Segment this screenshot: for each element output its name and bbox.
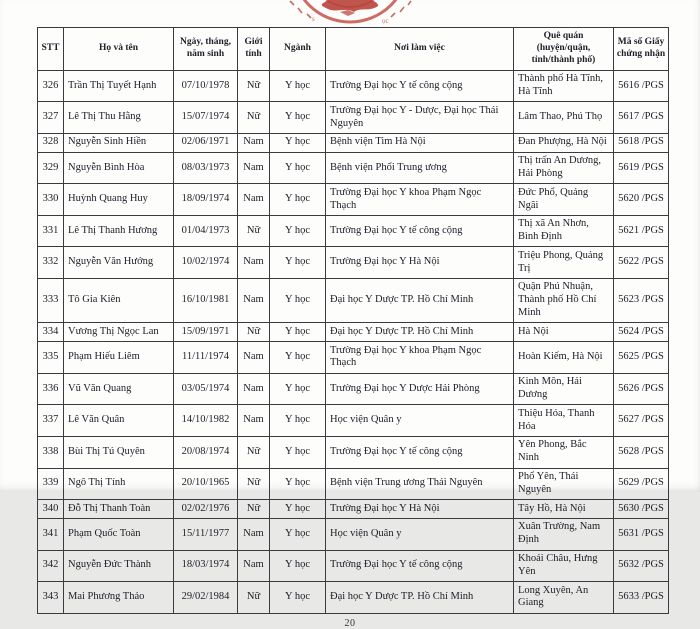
cell-workplace: Trường Đại học Y khoa Phạm Ngọc Thạch [326, 184, 514, 216]
cell-hometown: Hoàn Kiếm, Hà Nội [514, 342, 614, 374]
cell-name: Nguyễn Bình Hòa [64, 152, 174, 184]
col-header-hometown: Quê quán (huyện/quận, tỉnh/thành phố) [514, 28, 614, 71]
cell-workplace: Trường Đại học Y khoa Phạm Ngọc Thạch [326, 342, 514, 374]
cell-gender: Nữ [238, 582, 270, 614]
cell-gender: Nam [238, 518, 270, 550]
cell-field: Y học [270, 518, 326, 550]
cell-stt: 343 [38, 582, 64, 614]
cell-gender: Nữ [238, 215, 270, 247]
cell-field: Y học [270, 582, 326, 614]
cell-hometown: Yên Phong, Bắc Ninh [514, 436, 614, 468]
table-header-row [38, 28, 669, 71]
cell-certificate: 5622 /PGS [614, 247, 669, 279]
official-red-seal-icon [282, 0, 418, 26]
cell-workplace: Đại học Y Dược TP. Hồ Chí Minh [326, 278, 514, 322]
cell-gender: Nam [238, 405, 270, 437]
cell-certificate: 5621 /PGS [614, 215, 669, 247]
cell-stt: 342 [38, 550, 64, 582]
table-row [38, 550, 669, 582]
cell-dob: 03/05/1974 [174, 373, 238, 405]
cell-name: Đỗ Thị Thanh Toàn [64, 500, 174, 519]
table-row [38, 152, 669, 184]
cell-workplace: Bệnh viện Trung ương Thái Nguyên [326, 468, 514, 500]
cell-dob: 02/02/1976 [174, 500, 238, 519]
cell-workplace: Bệnh viện Phổi Trung ương [326, 152, 514, 184]
cell-stt: 337 [38, 405, 64, 437]
cell-stt: 336 [38, 373, 64, 405]
cell-stt: 326 [38, 70, 64, 102]
cell-certificate: 5631 /PGS [614, 518, 669, 550]
cell-field: Y học [270, 70, 326, 102]
cell-certificate: 5624 /PGS [614, 323, 669, 342]
cell-stt: 335 [38, 342, 64, 374]
cell-field: Y học [270, 405, 326, 437]
cell-hometown: Xuân Trường, Nam Định [514, 518, 614, 550]
cell-certificate: 5623 /PGS [614, 278, 669, 322]
cell-hometown: Thiệu Hóa, Thanh Hóa [514, 405, 614, 437]
cell-field: Y học [270, 278, 326, 322]
svg-text:s: s [312, 15, 315, 23]
cell-dob: 29/02/1984 [174, 582, 238, 614]
cell-certificate: 5627 /PGS [614, 405, 669, 437]
cell-certificate: 5616 /PGS [614, 70, 669, 102]
table-row [38, 247, 669, 279]
table-row [38, 278, 669, 322]
cell-hometown: Lâm Thao, Phú Thọ [514, 102, 614, 134]
cell-field: Y học [270, 436, 326, 468]
cell-dob: 01/04/1973 [174, 215, 238, 247]
cell-dob: 20/08/1974 [174, 436, 238, 468]
cell-gender: Nam [238, 373, 270, 405]
cell-stt: 330 [38, 184, 64, 216]
cell-workplace: Trường Đại học Y Hà Nội [326, 247, 514, 279]
cell-gender: Nam [238, 342, 270, 374]
cell-gender: Nam [238, 184, 270, 216]
col-header-dob: Ngày, tháng, năm sinh [174, 28, 238, 71]
col-header-workplace: Nơi làm việc [326, 28, 514, 71]
cell-workplace: Trường Đại học Y tế công cộng [326, 215, 514, 247]
cell-workplace: Trường Đại học Y tế công cộng [326, 436, 514, 468]
cell-hometown: Phổ Yên, Thái Nguyên [514, 468, 614, 500]
cell-stt: 333 [38, 278, 64, 322]
cell-field: Y học [270, 102, 326, 134]
cell-stt: 331 [38, 215, 64, 247]
cell-dob: 07/10/1978 [174, 70, 238, 102]
cell-name: Nguyễn Đức Thành [64, 550, 174, 582]
cell-workplace: Trường Đại học Y tế công cộng [326, 550, 514, 582]
cell-dob: 02/06/1971 [174, 133, 238, 152]
certificate-table [37, 27, 669, 614]
table-row [38, 133, 669, 152]
cell-field: Y học [270, 323, 326, 342]
cell-certificate: 5632 /PGS [614, 550, 669, 582]
cell-dob: 18/03/1974 [174, 550, 238, 582]
table-row [38, 215, 669, 247]
cell-stt: 334 [38, 323, 64, 342]
cell-name: Lê Văn Quân [64, 405, 174, 437]
cell-workplace: Bệnh viện Tim Hà Nội [326, 133, 514, 152]
cell-field: Y học [270, 152, 326, 184]
cell-field: Y học [270, 133, 326, 152]
cell-workplace: Trường Đại học Y Hà Nội [326, 500, 514, 519]
cell-certificate: 5618 /PGS [614, 133, 669, 152]
table-row [38, 436, 669, 468]
cell-workplace: Trường Đại học Y tế công cộng [326, 70, 514, 102]
table-row [38, 373, 669, 405]
cell-name: Huỳnh Quang Huy [64, 184, 174, 216]
cell-field: Y học [270, 342, 326, 374]
cell-field: Y học [270, 500, 326, 519]
cell-hometown: Thành phố Hà Tĩnh, Hà Tĩnh [514, 70, 614, 102]
cell-hometown: Long Xuyên, An Giang [514, 582, 614, 614]
cell-workplace: Trường Đại học Y Dược Hải Phòng [326, 373, 514, 405]
cell-gender: Nam [238, 152, 270, 184]
cell-certificate: 5628 /PGS [614, 436, 669, 468]
col-header-certificate: Mã số Giấy chứng nhận [614, 28, 669, 71]
svg-text:ọc: ọc [382, 17, 389, 25]
cell-field: Y học [270, 550, 326, 582]
cell-dob: 18/09/1974 [174, 184, 238, 216]
col-header-field: Ngành [270, 28, 326, 71]
cell-stt: 338 [38, 436, 64, 468]
table-row [38, 518, 669, 550]
page-number: 20 [344, 617, 356, 629]
cell-certificate: 5633 /PGS [614, 582, 669, 614]
table-row [38, 342, 669, 374]
cell-name: Tô Gia Kiên [64, 278, 174, 322]
cell-stt: 339 [38, 468, 64, 500]
cell-dob: 11/11/1974 [174, 342, 238, 374]
cell-field: Y học [270, 184, 326, 216]
cell-name: Nguyễn Văn Hướng [64, 247, 174, 279]
cell-name: Vũ Văn Quang [64, 373, 174, 405]
cell-field: Y học [270, 215, 326, 247]
cell-stt: 328 [38, 133, 64, 152]
cell-workplace: Đại học Y Dược TP. Hồ Chí Minh [326, 582, 514, 614]
cell-certificate: 5620 /PGS [614, 184, 669, 216]
cell-gender: Nữ [238, 436, 270, 468]
cell-gender: Nam [238, 550, 270, 582]
cell-gender: Nam [238, 133, 270, 152]
table-row [38, 102, 669, 134]
col-header-stt: STT [38, 28, 64, 71]
cell-name: Bùi Thị Tú Quyên [64, 436, 174, 468]
cell-field: Y học [270, 468, 326, 500]
cell-name: Nguyễn Sinh Hiền [64, 133, 174, 152]
table-row [38, 70, 669, 102]
cell-hometown: Quận Phú Nhuận, Thành phố Hồ Chí Minh [514, 278, 614, 322]
cell-stt: 341 [38, 518, 64, 550]
cell-hometown: Khoái Châu, Hưng Yên [514, 550, 614, 582]
table-row [38, 582, 669, 614]
cell-hometown: Đức Phổ, Quảng Ngãi [514, 184, 614, 216]
cell-hometown: Kinh Môn, Hải Dương [514, 373, 614, 405]
cell-certificate: 5625 /PGS [614, 342, 669, 374]
cell-hometown: Triệu Phong, Quảng Trị [514, 247, 614, 279]
cell-workplace: Học viện Quân y [326, 405, 514, 437]
col-header-name: Họ và tên [64, 28, 174, 71]
cell-dob: 16/10/1981 [174, 278, 238, 322]
table-row [38, 184, 669, 216]
cell-name: Lê Thị Thanh Hương [64, 215, 174, 247]
cell-name: Phạm Quốc Toàn [64, 518, 174, 550]
cell-dob: 20/10/1965 [174, 468, 238, 500]
cell-certificate: 5617 /PGS [614, 102, 669, 134]
cell-stt: 329 [38, 152, 64, 184]
cell-workplace: Trường Đại học Y - Dược, Đại học Thái Nguyên [326, 102, 514, 134]
cell-stt: 327 [38, 102, 64, 134]
cell-certificate: 5619 /PGS [614, 152, 669, 184]
cell-gender: Nữ [238, 468, 270, 500]
cell-gender: Nam [238, 278, 270, 322]
cell-gender: Nữ [238, 70, 270, 102]
cell-name: Mai Phương Thảo [64, 582, 174, 614]
cell-hometown: Hà Nội [514, 323, 614, 342]
table-row [38, 500, 669, 519]
cell-gender: Nữ [238, 102, 270, 134]
cell-dob: 14/10/1982 [174, 405, 238, 437]
table-row [38, 405, 669, 437]
cell-hometown: Thị trấn An Dương, Hải Phòng [514, 152, 614, 184]
cell-name: Phạm Hiếu Liêm [64, 342, 174, 374]
cell-name: Vương Thị Ngọc Lan [64, 323, 174, 342]
cell-dob: 15/09/1971 [174, 323, 238, 342]
cell-name: Lê Thị Thu Hằng [64, 102, 174, 134]
cell-certificate: 5629 /PGS [614, 468, 669, 500]
cell-gender: Nam [238, 247, 270, 279]
cell-certificate: 5630 /PGS [614, 500, 669, 519]
cell-hometown: Đan Phượng, Hà Nội [514, 133, 614, 152]
table-row [38, 323, 669, 342]
cell-dob: 08/03/1973 [174, 152, 238, 184]
cell-dob: 15/07/1974 [174, 102, 238, 134]
cell-field: Y học [270, 247, 326, 279]
cell-dob: 10/02/1974 [174, 247, 238, 279]
cell-name: Trần Thị Tuyết Hạnh [64, 70, 174, 102]
cell-stt: 340 [38, 500, 64, 519]
cell-dob: 15/11/1977 [174, 518, 238, 550]
cell-stt: 332 [38, 247, 64, 279]
cell-workplace: Học viện Quân y [326, 518, 514, 550]
cell-gender: Nữ [238, 323, 270, 342]
cell-gender: Nữ [238, 500, 270, 519]
table-row [38, 468, 669, 500]
cell-certificate: 5626 /PGS [614, 373, 669, 405]
cell-hometown: Thị xã An Nhơn, Bình Định [514, 215, 614, 247]
cell-workplace: Đại học Y Dược TP. Hồ Chí Minh [326, 323, 514, 342]
cell-field: Y học [270, 373, 326, 405]
cell-name: Ngô Thị Tính [64, 468, 174, 500]
col-header-gender: Giới tính [238, 28, 270, 71]
cell-hometown: Tây Hồ, Hà Nội [514, 500, 614, 519]
